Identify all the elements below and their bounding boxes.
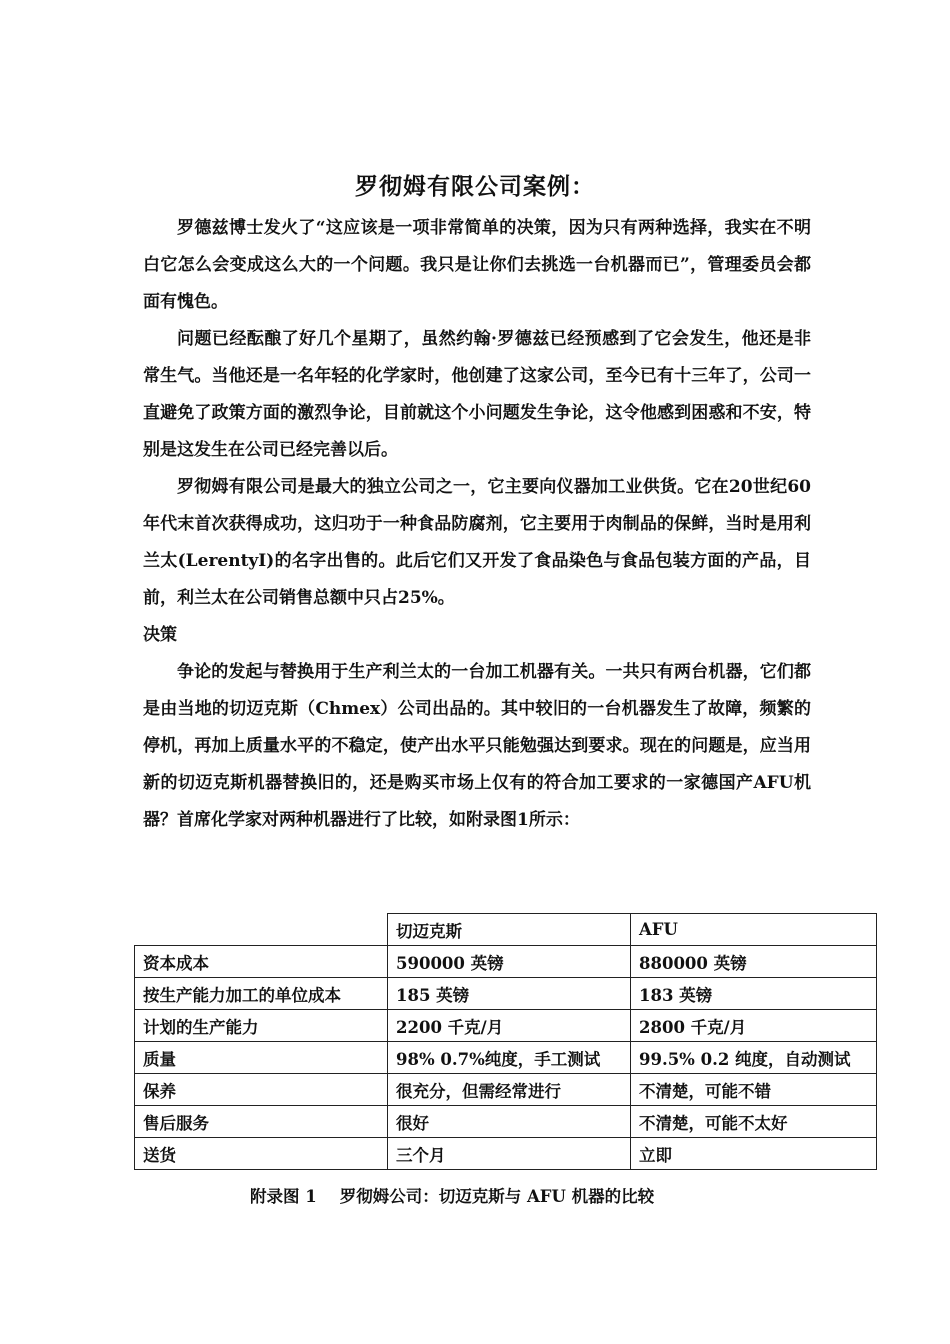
table-row	[135, 1042, 877, 1074]
paragraph: 罗彻姆有限公司是最大的独立公司之一，它主要向仪器加工业供货。它在20世纪60年代末首次获得成功，这归功于一种食品防腐剂，它主要用于肉制品的保鲜，当时是用利兰太(LerentyI)的名字出售的。此后它们又开发了食品染色与食品包装方面的产品，目前，利兰太在公司销售总额中只占25%。	[143, 477, 811, 608]
table-cell: 2200 千克/月	[388, 1010, 631, 1042]
table-cell: 2800 千克/月	[631, 1010, 877, 1042]
table-header-cell: 切迈克斯	[388, 914, 631, 946]
document-title: 罗彻姆有限公司案例：	[355, 173, 595, 200]
table-row	[135, 1074, 877, 1106]
paragraph: 问题已经酝酿了好几个星期了，虽然约翰·罗德兹已经预感到了它会发生，他还是非常生气。当他还是一名年轻的化学家时，他创建了这家公司，至今已有十三年了，公司一直避免了政策方面的激烈争论，目前就这个小问题发生争论，这令他感到困惑和不安，特别是这发生在公司已经完善以后。	[143, 329, 811, 460]
table-cell: 计划的生产能力	[135, 1010, 388, 1042]
table-cell: 资本成本	[135, 946, 388, 978]
table-cell: 质量	[135, 1042, 388, 1074]
paragraph: 罗德兹博士发火了“这应该是一项非常简单的决策，因为只有两种选择，我实在不明白它怎么会变成这么大的一个问题。我只是让你们去挑选一台机器而已”，管理委员会都面有愧色。	[143, 218, 811, 312]
paragraph: 争论的发起与替换用于生产利兰太的一台加工机器有关。一共只有两台机器，它们都是由当地的切迈克斯（Chmex）公司出品的。其中较旧的一台机器发生了故障，频繁的停机，再加上质量水平的不稳定，使产出水平只能勉强达到要求。现在的问题是，应当用新的切迈克斯机器替换旧的，还是购买市场上仅有的符合加工要求的一家德国产AFU机器？首席化学家对两种机器进行了比较，如附录图1所示：	[143, 662, 811, 830]
table-row	[135, 1138, 877, 1170]
table-cell: 售后服务	[135, 1106, 388, 1138]
table-row	[135, 946, 877, 978]
comparison-table	[134, 913, 877, 1170]
table-caption: 附录图 1 罗彻姆公司：切迈克斯与 AFU 机器的比较	[250, 1187, 655, 1206]
table-row	[135, 1106, 877, 1138]
table-cell: 183 英镑	[631, 978, 877, 1010]
table-cell: 很好	[388, 1106, 631, 1138]
table-header-cell: AFU	[631, 914, 877, 946]
table-header-row	[135, 914, 877, 946]
section-heading: 决策	[143, 625, 177, 645]
document-body	[143, 210, 811, 839]
table-cell: 立即	[631, 1138, 877, 1170]
table-cell: 98% 0.7%纯度，手工测试	[388, 1042, 631, 1074]
table-cell: 590000 英镑	[388, 946, 631, 978]
table-cell: 99.5% 0.2 纯度，自动测试	[631, 1042, 877, 1074]
table-row	[135, 978, 877, 1010]
table-row	[135, 1010, 877, 1042]
table-cell: 按生产能力加工的单位成本	[135, 978, 388, 1010]
table-cell: 880000 英镑	[631, 946, 877, 978]
table-cell: 很充分，但需经常进行	[388, 1074, 631, 1106]
table-cell: 不清楚，可能不错	[631, 1074, 877, 1106]
table-cell: 送货	[135, 1138, 388, 1170]
table-cell: 三个月	[388, 1138, 631, 1170]
table-header-cell	[135, 914, 388, 946]
table-cell: 185 英镑	[388, 978, 631, 1010]
table-cell: 不清楚，可能不太好	[631, 1106, 877, 1138]
table-cell: 保养	[135, 1074, 388, 1106]
